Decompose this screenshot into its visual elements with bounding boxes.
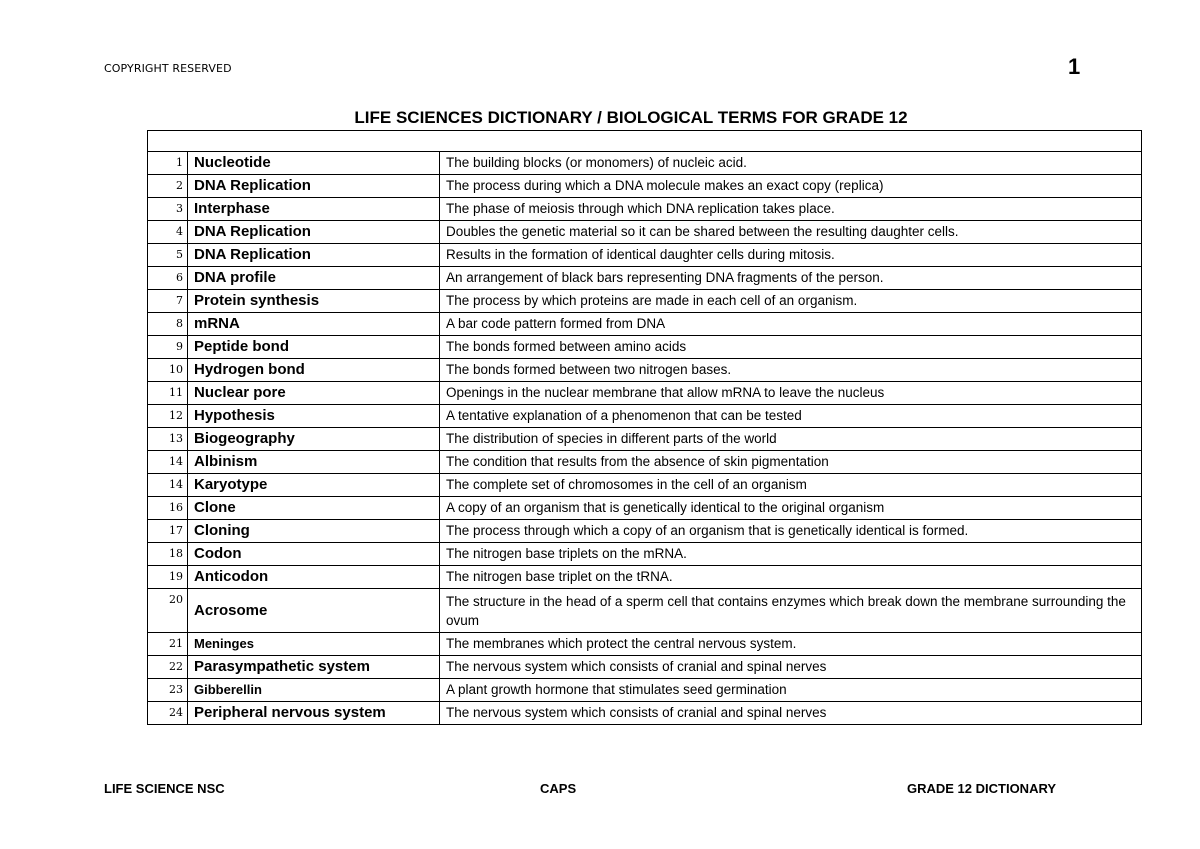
term-cell: Karyotype [188,474,440,497]
definition-cell: The process through which a copy of an organism that is genetically identical is formed. [440,520,1142,543]
row-number: 16 [148,497,188,520]
term-cell: Nucleotide [188,152,440,175]
definition-cell: The bonds formed between two nitrogen bases. [440,359,1142,382]
row-number: 2 [148,175,188,198]
term-cell: Codon [188,543,440,566]
definition-cell: Results in the formation of identical daughter cells during mitosis. [440,244,1142,267]
definition-cell: An arrangement of black bars representing DNA fragments of the person. [440,267,1142,290]
term-cell: Nuclear pore [188,382,440,405]
term-cell: Anticodon [188,566,440,589]
term-cell: Gibberellin [188,679,440,702]
table-row [148,221,1142,244]
table-row [148,451,1142,474]
blank-header-cell [148,131,1142,152]
row-number: 4 [148,221,188,244]
table-row [148,359,1142,382]
table-row [148,566,1142,589]
term-cell: DNA profile [188,267,440,290]
definition-cell: The process during which a DNA molecule makes an exact copy (replica) [440,175,1142,198]
table-row [148,428,1142,451]
table-header-blank-row [148,131,1142,152]
definition-cell: A plant growth hormone that stimulates seed germination [440,679,1142,702]
definition-cell: The nervous system which consists of cranial and spinal nerves [440,656,1142,679]
table-row [148,152,1142,175]
table-row [148,198,1142,221]
row-number: 22 [148,656,188,679]
row-number: 20 [148,589,188,633]
table-row [148,656,1142,679]
table-row [148,497,1142,520]
term-cell: Protein synthesis [188,290,440,313]
term-cell: Clone [188,497,440,520]
copyright-notice: COPYRIGHT RESERVED [104,62,232,75]
row-number: 10 [148,359,188,382]
row-number: 9 [148,336,188,359]
page-title: LIFE SCIENCES DICTIONARY / BIOLOGICAL TERMS FOR GRADE 12 [354,108,908,127]
definition-cell: The nitrogen base triplet on the tRNA. [440,566,1142,589]
footer-right: GRADE 12 DICTIONARY [907,781,1057,796]
footer-left: LIFE SCIENCE NSC [104,781,225,796]
row-number: 17 [148,520,188,543]
definition-cell: Openings in the nuclear membrane that allow mRNA to leave the nucleus [440,382,1142,405]
table-row [148,244,1142,267]
term-cell: mRNA [188,313,440,336]
row-number: 18 [148,543,188,566]
table-row [148,382,1142,405]
definition-cell: A copy of an organism that is genetically identical to the original organism [440,497,1142,520]
term-cell: Hypothesis [188,405,440,428]
table-row [148,679,1142,702]
term-cell: Acrosome [188,589,440,633]
definition-cell: The bonds formed between amino acids [440,336,1142,359]
row-number: 14 [148,451,188,474]
term-cell: Peripheral nervous system [188,702,440,725]
definition-cell: The complete set of chromosomes in the cell of an organism [440,474,1142,497]
term-cell: Hydrogen bond [188,359,440,382]
row-number: 23 [148,679,188,702]
table-row [148,543,1142,566]
table-row [148,175,1142,198]
definition-cell: The structure in the head of a sperm cell that contains enzymes which break down the membrane surrounding the ovum [440,589,1142,633]
table-row [148,336,1142,359]
term-cell: Peptide bond [188,336,440,359]
row-number: 13 [148,428,188,451]
dictionary-table [147,130,1142,725]
definition-cell: The building blocks (or monomers) of nucleic acid. [440,152,1142,175]
term-cell: DNA Replication [188,175,440,198]
row-number: 8 [148,313,188,336]
table-row [148,405,1142,428]
definition-cell: A tentative explanation of a phenomenon that can be tested [440,405,1142,428]
definition-cell: The process by which proteins are made in each cell of an organism. [440,290,1142,313]
definition-cell: The nitrogen base triplets on the mRNA. [440,543,1142,566]
term-cell: Parasympathetic system [188,656,440,679]
term-cell: DNA Replication [188,221,440,244]
definition-cell: Doubles the genetic material so it can be shared between the resulting daughter cells. [440,221,1142,244]
table-row [148,290,1142,313]
table-row [148,313,1142,336]
table-row [148,520,1142,543]
row-number: 5 [148,244,188,267]
row-number: 14 [148,474,188,497]
row-number: 1 [148,152,188,175]
definition-cell: The condition that results from the absence of skin pigmentation [440,451,1142,474]
table-row [148,702,1142,725]
term-cell: Meninges [188,633,440,656]
row-number: 7 [148,290,188,313]
term-cell: Biogeography [188,428,440,451]
page-number: 1 [1068,54,1081,79]
row-number: 6 [148,267,188,290]
table-row [148,267,1142,290]
definition-cell: The distribution of species in different parts of the world [440,428,1142,451]
row-number: 19 [148,566,188,589]
row-number: 3 [148,198,188,221]
definition-cell: The membranes which protect the central nervous system. [440,633,1142,656]
term-cell: DNA Replication [188,244,440,267]
definition-cell: The nervous system which consists of cranial and spinal nerves [440,702,1142,725]
table-row [148,589,1142,633]
row-number: 24 [148,702,188,725]
definition-cell: A bar code pattern formed from DNA [440,313,1142,336]
term-cell: Albinism [188,451,440,474]
term-cell: Cloning [188,520,440,543]
footer-center: CAPS [540,781,577,796]
table-row [148,474,1142,497]
table-row [148,633,1142,656]
term-cell: Interphase [188,198,440,221]
row-number: 11 [148,382,188,405]
row-number: 21 [148,633,188,656]
row-number: 12 [148,405,188,428]
definition-cell: The phase of meiosis through which DNA replication takes place. [440,198,1142,221]
